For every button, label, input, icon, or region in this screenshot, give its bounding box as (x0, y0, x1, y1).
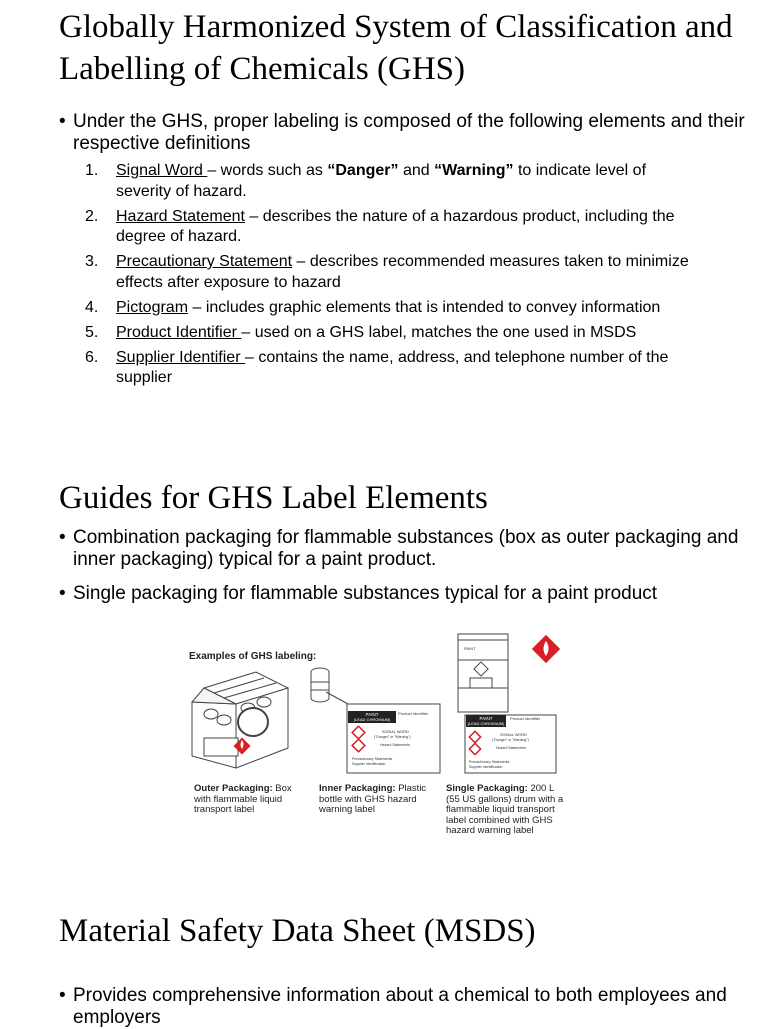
signal-word-text: SIGNAL WORD (382, 730, 409, 734)
product-identifier-text: Product Identifier (510, 716, 541, 721)
inner-ghs-label (347, 704, 440, 773)
guides-bullet-text: Combination packaging for flammable substances (box as outer packaging and inner packaging) typical for a paint product. (73, 527, 739, 570)
item-bold-danger: “Danger” (327, 162, 399, 179)
item-number: 1. (85, 162, 99, 179)
precautionary-text: Precautionary Statements (469, 760, 510, 764)
outer-packaging-caption (194, 784, 294, 816)
supplier-text: Supplier Identification (352, 762, 386, 766)
ghs-labeling-figure (184, 630, 566, 840)
ghs-intro-text: Under the GHS, proper labeling is composed of the following elements and their respective definitions (73, 111, 745, 154)
guides-bullet-1 (59, 527, 749, 571)
caption-bold: Single Packaging: (446, 783, 528, 794)
supplier-text: Supplier Identification (469, 765, 503, 769)
bottle-drawing (311, 668, 348, 704)
ghs-elements-list (85, 161, 705, 393)
drum-ghs-label (465, 715, 556, 773)
item-desc: – contains the name, address, and telephone number of the supplier (116, 348, 669, 386)
precautionary-text: Precautionary Statements (352, 757, 393, 761)
list-item (85, 252, 705, 293)
signal-options-text: ("Danger" or "Warning") (374, 735, 411, 739)
item-term: Supplier Identifier (116, 348, 245, 366)
figure-heading: Examples of GHS labeling: (189, 651, 317, 662)
item-term: Pictogram (116, 298, 189, 316)
caption-text: Box with flammable liquid transport label (194, 783, 292, 815)
drum-label-text: PAINT (464, 646, 476, 651)
item-desc: to indicate level of severity of hazard. (116, 162, 647, 200)
item-number: 5. (85, 323, 99, 341)
hazard-statements-text: Hazard Statements (496, 746, 526, 750)
item-bold-warning: “Warning” (434, 162, 514, 179)
list-item (85, 207, 705, 248)
label-chem-text: (LEAD CHROMIUM) (467, 721, 505, 726)
guides-title: Guides for GHS Label Elements (59, 480, 488, 516)
item-term: Hazard Statement (116, 207, 245, 225)
single-packaging-caption (446, 784, 566, 837)
item-term: Signal Word (116, 162, 208, 179)
item-desc: – describes the nature of a hazardous product, including the degree of hazard. (116, 207, 675, 245)
label-paint-text: PAINT (479, 716, 493, 721)
item-term: Precautionary Statement (116, 253, 293, 270)
item-number: 3. (85, 253, 99, 270)
item-number: 4. (85, 298, 99, 316)
guides-bullet-text: Single packaging for flammable substances typical for a paint product (73, 583, 658, 604)
item-number: 6. (85, 348, 99, 366)
item-desc: – used on a GHS label, matches the one used in MSDS (241, 323, 637, 341)
drum-flame-diamond-icon (532, 635, 560, 663)
inner-packaging-caption (319, 784, 429, 816)
signal-options-text: ("Danger" or "Warning") (492, 738, 529, 742)
bullet-dot: • (59, 111, 66, 132)
outer-box-drawing (192, 672, 288, 768)
item-desc: and (398, 162, 435, 179)
list-item (85, 323, 705, 344)
item-number: 2. (85, 207, 99, 225)
list-item (85, 161, 705, 202)
product-identifier-text: Product Identifier (398, 711, 429, 716)
ghs-title: Globally Harmonized System of Classification and Labelling of Chemicals (GHS) (59, 9, 733, 87)
hazard-statements-text: Hazard Statements (380, 743, 410, 747)
caption-bold: Inner Packaging: (319, 783, 396, 794)
label-chem-text: (LEAD CHROMIUM) (353, 717, 391, 722)
label-paint-text: PAINT (365, 712, 379, 717)
caption-text: 200 L (55 US gallons) drum with a flammable liquid transport label combined with GHS hazard warning label (446, 783, 564, 836)
item-desc: – includes graphic elements that is intended to convey information (188, 298, 661, 316)
signal-word-text: SIGNAL WORD (500, 733, 527, 737)
item-desc: – describes recommended measures taken to minimize effects after exposure to hazard (116, 253, 689, 291)
guides-bullet-2 (59, 583, 749, 605)
item-term: Product Identifier (116, 323, 242, 341)
msds-bullet (59, 985, 749, 1029)
caption-text: Plastic bottle with GHS hazard warning label (319, 783, 427, 815)
caption-bold: Outer Packaging: (194, 783, 273, 794)
list-item (85, 298, 705, 319)
msds-title: Material Safety Data Sheet (MSDS) (59, 913, 536, 949)
bullet-dot: • (59, 583, 66, 604)
list-item (85, 348, 705, 389)
bullet-dot: • (59, 985, 66, 1006)
msds-bullet-text: Provides comprehensive information about a chemical to both employees and employers (73, 985, 727, 1028)
bullet-dot: • (59, 527, 66, 548)
ghs-intro-bullet (59, 111, 749, 155)
item-desc: – words such as (207, 162, 328, 179)
